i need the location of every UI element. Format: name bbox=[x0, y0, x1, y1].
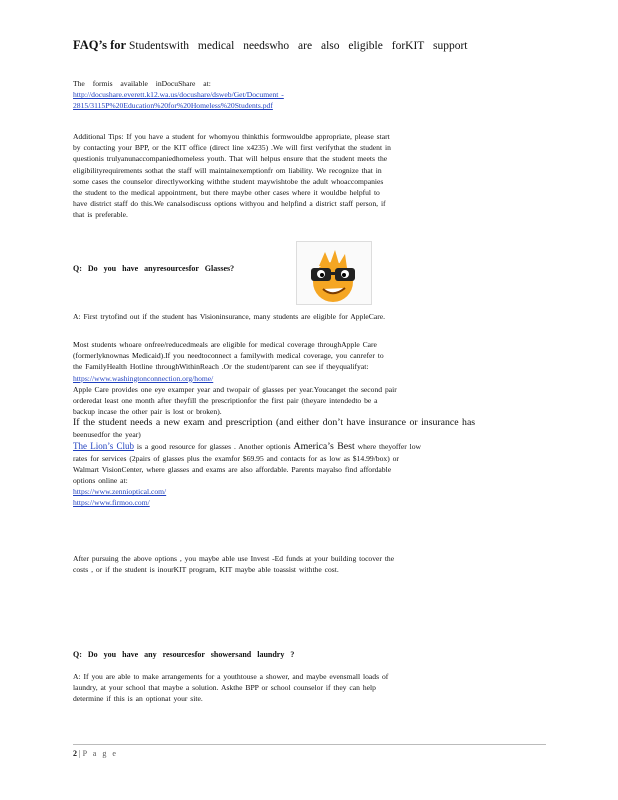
page-number: 2 bbox=[73, 749, 77, 758]
footer-separator: | bbox=[77, 749, 83, 758]
applecare-line: orderedat least one month after theyfill the prescriptionfor the first pair (theyare intendedto be a bbox=[73, 396, 378, 406]
form-location-paragraph bbox=[73, 78, 513, 112]
invest-ed-line: After pursuing the above options , you maybe able use Invest -Ed funds at your building tocover the bbox=[73, 554, 395, 563]
glasses-question: Q: Do you have anyresourcesfor Glasses? bbox=[73, 264, 235, 273]
americas-best-text: America’s Best bbox=[293, 440, 355, 452]
invest-ed-line: costs , or if the student is inourKIT program, KIT maybe able toassist withthe cost. bbox=[73, 565, 339, 575]
showers-answer-line: determine if this is an optionat your site. bbox=[73, 694, 203, 704]
tips-line: the student to the medical appointment, but there maybe other cases where it wouldbe helpful to bbox=[73, 188, 380, 198]
tips-line: questionis trulyanunaccompaniedhomeless youth. That will helpus ensure that the student meets the bbox=[73, 154, 388, 164]
title-prefix: FAQ’s for bbox=[73, 38, 127, 52]
new-exam-line: If the student needs a new exam and prescription (and either don’t have insurance or insurance has bbox=[73, 417, 476, 429]
glasses-answer-text: A: First trytofind out if the student has Visioninsurance, many students are eligible for AppleCare. bbox=[73, 312, 386, 321]
glasses-answer bbox=[73, 311, 513, 322]
eligibility-line: the FamilyHealth Hotline throughWithinReach .Or the student/parent can see if theyqualifyat: bbox=[73, 362, 369, 372]
page-word: P a g e bbox=[82, 749, 118, 758]
lions-club-link[interactable]: The Lion’s Club bbox=[73, 440, 134, 451]
glasses-cartoon-image bbox=[296, 241, 372, 305]
tips-line: by contacting your BPP, or the KIT office (direct line x4235) .We will first verifythat the student in bbox=[73, 143, 391, 153]
tips-line: eligibilityrequirements sothat the staff will maintainexemptionfr om liability. We recognize that in bbox=[73, 165, 382, 175]
docushare-link-2[interactable]: 2815/3115P%20Education%20for%20Homeless%20Students.pdf bbox=[73, 101, 273, 111]
invest-ed-paragraph bbox=[73, 553, 513, 575]
additional-tips-paragraph bbox=[73, 131, 513, 221]
applecare-eligibility-paragraph bbox=[73, 339, 513, 509]
page-footer bbox=[73, 749, 118, 758]
footer-divider bbox=[73, 744, 546, 745]
used-for-year-line: beenusedfor the year) bbox=[73, 430, 141, 440]
rates-line: Walmart VisionCenter, where glasses and exams are also affordable. Parents mayalso find affordable bbox=[73, 464, 392, 474]
rates-line: rates for services (2pairs of glasses plus the examfor $69.95 and contacts for as low as $14.99/box) or bbox=[73, 453, 399, 463]
docushare-link-1[interactable]: http://docushare.everett.k12.wa.us/docushare/dsweb/Get/Document - bbox=[73, 90, 284, 100]
showers-answer bbox=[73, 671, 513, 705]
rates-line: options online at: bbox=[73, 476, 128, 486]
americas-best-rest: where theyoffer low bbox=[357, 441, 422, 451]
tips-line: some cases the counselor directlyworking withthe student maywishtobe the adult whoaccompanies bbox=[73, 176, 384, 186]
page-title bbox=[73, 38, 467, 53]
tips-line: Additional Tips: If you have a student for whomyou thinkthis formwouldbe appropriate, please start bbox=[73, 132, 390, 141]
eligibility-line: (formerlyknownas Medicaid).If you needtoconnect a familywith medical coverage, you canrefer to bbox=[73, 351, 384, 361]
zenni-optical-link[interactable]: https://www.zennioptical.com/ bbox=[73, 487, 167, 497]
lions-club-line bbox=[73, 441, 513, 453]
eligibility-line: Most students whoare onfree/reducedmeals are eligible for medical coverage throughApple Care bbox=[73, 340, 377, 349]
showers-answer-line: laundry, at your school that maybe a solution. Askthe BPP or school counselor if they can help bbox=[73, 683, 376, 693]
firmoo-link[interactable]: https://www.firmoo.com/ bbox=[73, 498, 150, 508]
showers-answer-line: A: If you are able to make arrangements for a youthtouse a shower, and maybe evensmall loads of bbox=[73, 672, 389, 681]
title-rest: Studentswith medical needswho are also eligible forKIT support bbox=[128, 40, 468, 52]
tips-line: have district staff do this.We canalsodiscuss options withyou and helpfind a district staff person, if bbox=[73, 199, 386, 209]
washington-connection-link[interactable]: https://www.washingtonconnection.org/home/ bbox=[73, 373, 214, 383]
applecare-line: Apple Care provides one eye examper year and twopair of glasses per year.Youcanget the second pair bbox=[73, 384, 397, 394]
showers-question: Q: Do you have any resourcesfor showersand laundry ? bbox=[73, 650, 295, 659]
glasses-cartoon-icon bbox=[297, 242, 371, 304]
applecare-line: backup incase the other pair is lost or broken). bbox=[73, 407, 222, 417]
lions-club-text: is a good resource for glasses . Another optionis bbox=[136, 441, 291, 451]
form-location-text: The formis available inDocuShare at: bbox=[73, 79, 211, 88]
tips-line: that is preferable. bbox=[73, 210, 128, 220]
